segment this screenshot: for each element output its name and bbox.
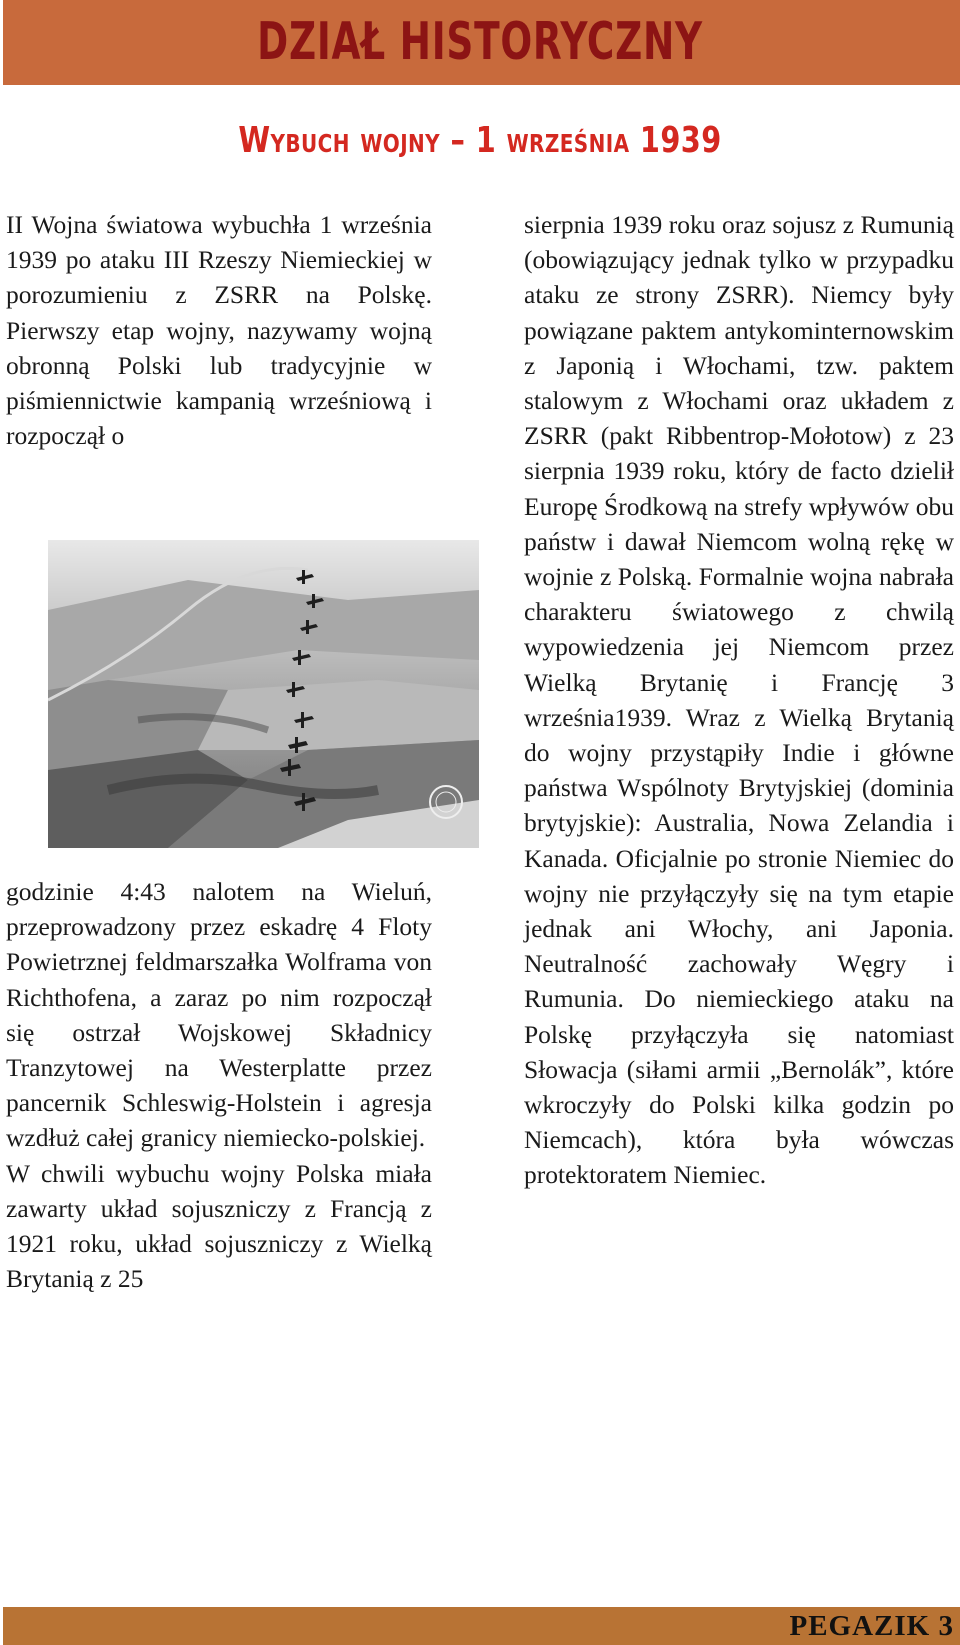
aerial-bombers-photo (48, 540, 479, 848)
paragraph: II Wojna światowa wybuchła 1 września 1939 po ataku III Rzeszy Niemieckiej w porozumieniu z ZSRR na Polskę. Pierwszy etap wojny, nazywamy wojną obronną Polski lub tradycyjnie w piśmiennictwie kampanią wrześniową i rozpoczął o (6, 210, 432, 451)
paragraph: sierpnia 1939 roku oraz sojusz z Rumunią (obowiązujący jednak tylko w przypadku ataku ze strony ZSRR). Niemcy były powiązane paktem antykominternowskim z Japonią i Włochami, tzw. paktem stalowym z Włochami oraz układem z ZSRR (pakt Ribbentrop-Mołotow) z 23 sierpnia 1939 roku, który de facto dzielił Europę Środkową na strefy wpływów obu państw i dawał Niemcom wolną rękę w wojnie z Polską. Formalnie wojna nabrała charakteru światowego z chwilą wypowiedzenia jej Niemcom przez Wielką Brytanię i Francję 3 września1939. Wraz z Wielką Brytanią do wojny przystąpiły Indie i główne państwa Wspólnoty Brytyjskiej (dominia brytyjskie): Australia, Nowa Zelandia i Kanada. Oficjalnie po stronie Niemiec do wojny nie przyłączyły się na tym etapie jednak ani Włochy, ani Japonia. Neutralność zachowały Węgry i Rumunia. Do niemieckiego ataku na Polskę przyłączyła się natomiast Słowacja (siłami armii „Bernolák”, które wkroczyły do Polski kilka godzin po Niemcach), która była wówczas protektoratem Niemiec. (524, 210, 954, 1190)
article-column-left-top (6, 207, 432, 453)
article-column-right (524, 207, 954, 1193)
paragraph: godzinie 4:43 nalotem na Wieluń, przeprowadzony przez eskadrę 4 Floty Powietrznej feldmarszałka Wolframa von Richthofena, a zaraz po nim rozpoczął się ostrzał Wojskowej Składnicy Tranzytowej na Westerplatte przez pancernik Schleswig-Holstein i agresja wzdłuż całej granicy niemiecko-polskiej. (6, 877, 432, 1153)
page-footer-label: PEGAZIK 3 (789, 1610, 954, 1642)
paragraph: W chwili wybuchu wojny Polska miała zawarty układ sojuszniczy z Francją z 1921 roku, układ sojuszniczy z Wielką Brytanią z 25 (6, 1158, 432, 1294)
article-column-left-bottom (6, 874, 432, 1296)
section-title: DZIAŁ HISTORYCZNY (257, 12, 703, 72)
article-title: Wybuch wojny – 1 września 1939 (238, 120, 722, 161)
